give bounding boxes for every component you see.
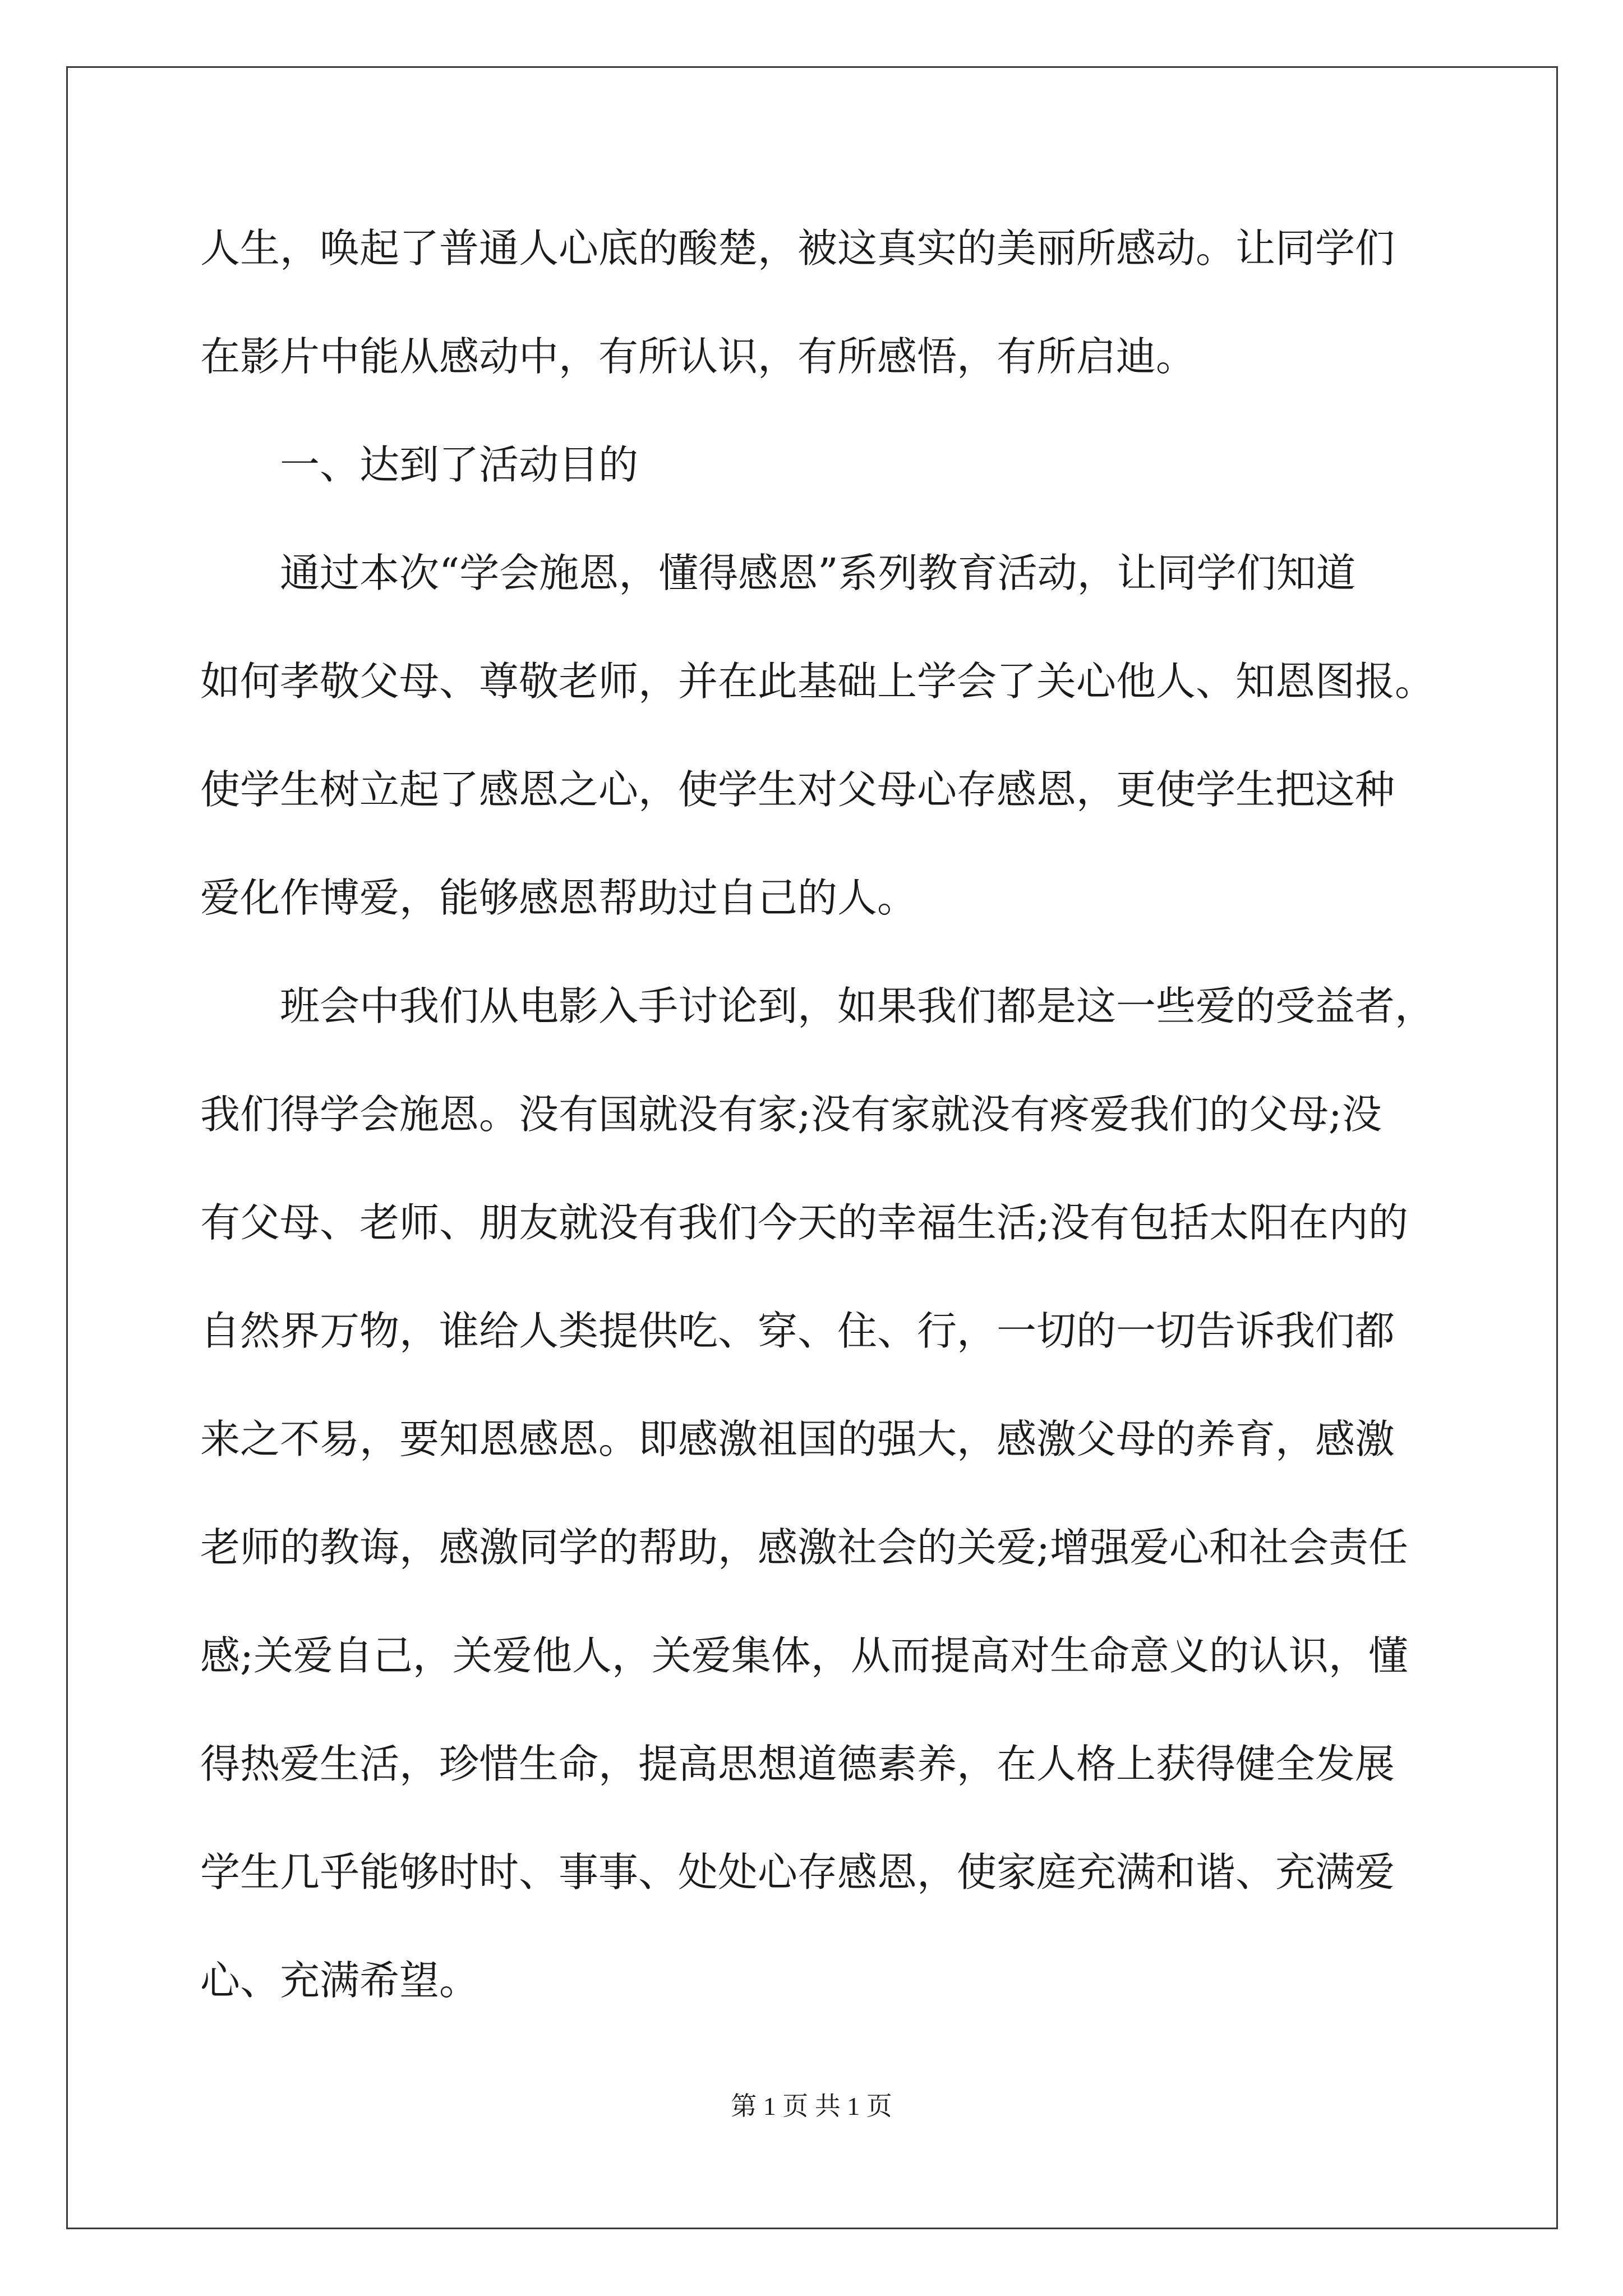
paragraph-start-line: 通过本次“学会施恩，懂得感恩”系列教育活动，让同学们知道 [280,550,1356,596]
text-line: 有父母、老师、朋友就没有我们今天的幸福生活;没有包括太阳在内的 [200,1199,1408,1246]
section-heading: 一、达到了活动目的 [280,441,639,488]
paragraph-start-line: 班会中我们从电影入手讨论到，如果我们都是这一些爱的受益者， [280,983,1435,1029]
text-line: 我们得学会施恩。没有国就没有家;没有家就没有疼爱我们的父母;没 [200,1091,1382,1138]
text-line: 使学生树立起了感恩之心，使学生对父母心存感恩，更使学生把这种 [200,766,1395,813]
text-line: 学生几乎能够时时、事事、处处心存感恩，使家庭充满和谐、充满爱 [200,1849,1395,1895]
text-line: 如何孝敬父母、尊敬老师，并在此基础上学会了关心他人、知恩图报。 [200,658,1435,705]
text-line: 感;关爱自己，关爱他人，关爱集体，从而提高对生命意义的认识，懂 [200,1632,1408,1679]
document-body [200,212,1434,2053]
text-line: 自然界万物，谁给人类提供吃、穿、住、行，一切的一切告诉我们都 [200,1308,1395,1354]
text-line: 老师的教诲，感激同学的帮助，感激社会的关爱;增强爱心和社会责任 [200,1524,1408,1571]
text-line: 来之不易，要知恩感恩。即感激祖国的强大，感激父母的养育，感激 [200,1416,1395,1462]
text-line: 在影片中能从感动中，有所认识，有所感悟，有所启迪。 [200,333,1196,380]
page-footer: 第 1 页 共 1 页 [731,2092,892,2120]
text-line: 人生，唤起了普通人心底的酸楚，被这真实的美丽所感动。让同学们 [200,225,1395,272]
text-line: 爱化作博爱，能够感恩帮助过自己的人。 [200,875,917,921]
text-line: 心、充满希望。 [200,1957,479,2004]
text-line: 得热爱生活，珍惜生命，提高思想道德素养，在人格上获得健全发展 [200,1741,1395,1787]
